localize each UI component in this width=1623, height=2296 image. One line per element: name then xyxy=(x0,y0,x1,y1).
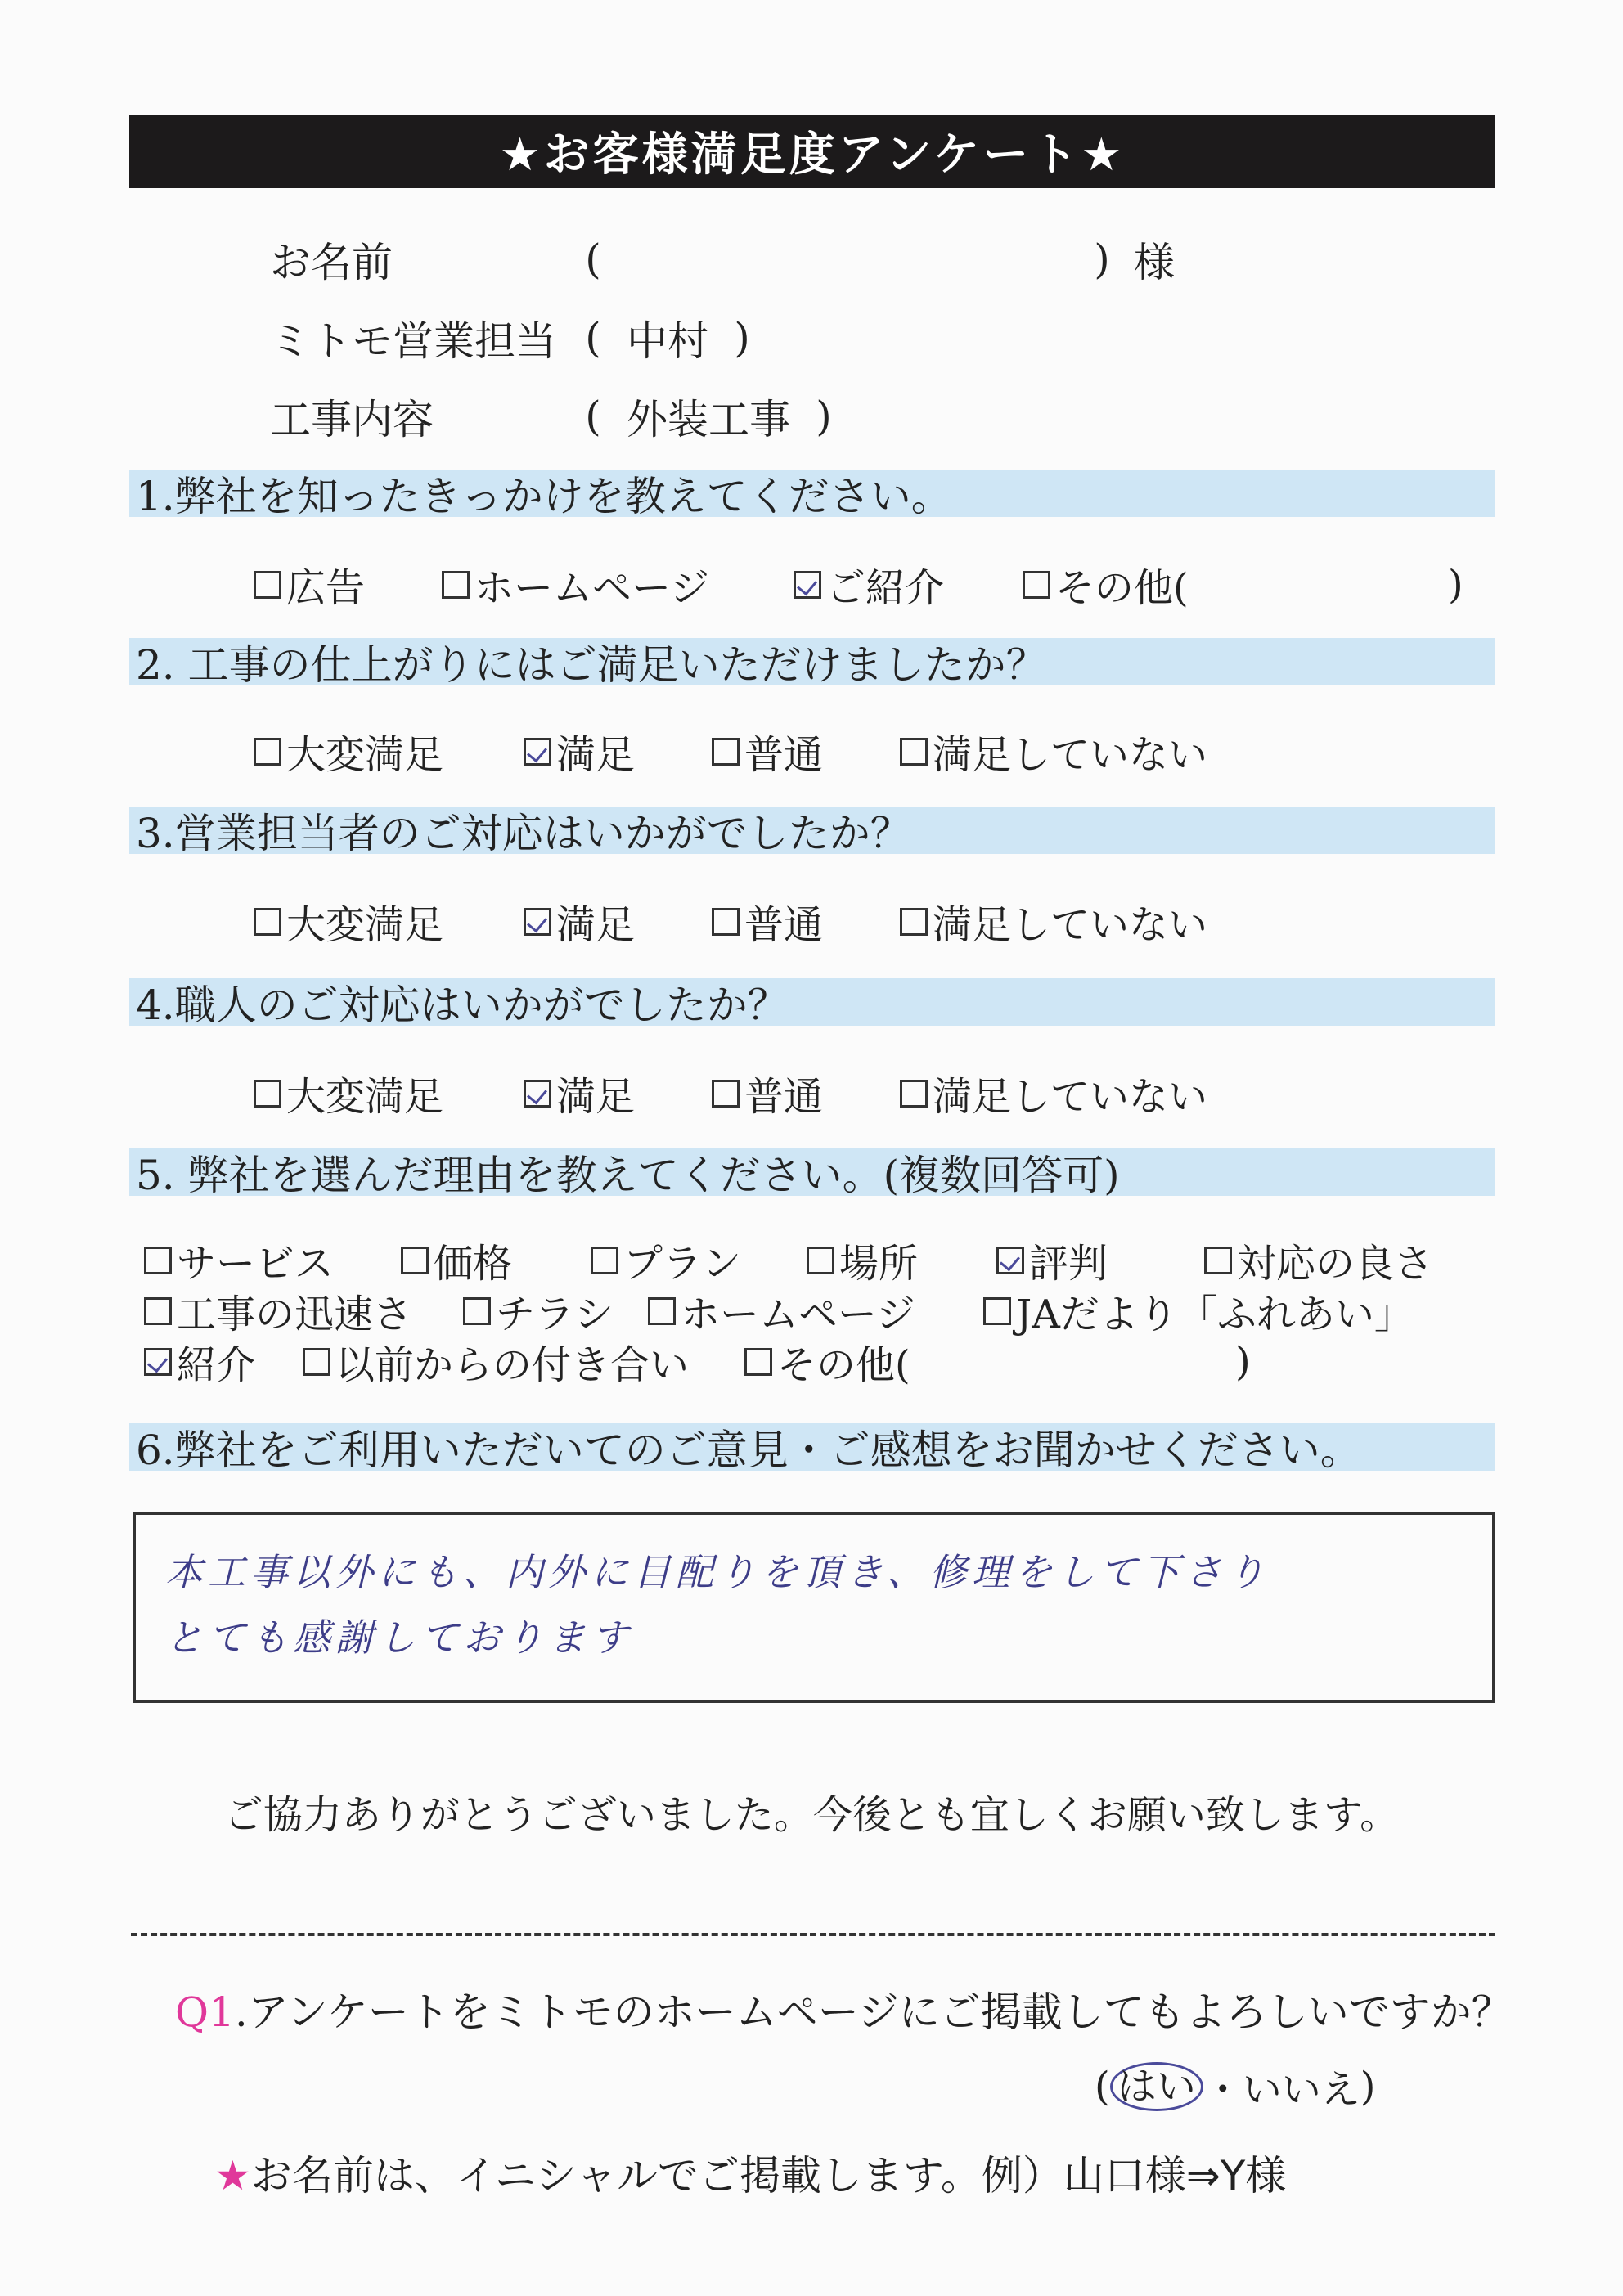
option-not-satisfied[interactable] xyxy=(900,893,1207,950)
customer-name-label: お名前 xyxy=(270,239,393,286)
option-label: 満足 xyxy=(556,1074,636,1120)
close-paren: ) xyxy=(1235,1338,1251,1385)
option-very-satisfied[interactable] xyxy=(254,723,524,780)
option-label: 紹介 xyxy=(177,1342,256,1388)
work-content-row xyxy=(270,388,844,445)
question-5-row-1 xyxy=(144,1232,1433,1288)
option-not-satisfied[interactable] xyxy=(900,723,1207,780)
question-3-options xyxy=(254,893,1207,950)
sales-rep-value[interactable]: 中村 xyxy=(627,317,708,365)
option-label: 大変満足 xyxy=(286,1074,444,1120)
question-1-heading: 1.弊社を知ったきっかけを教えてください。 xyxy=(129,470,1495,517)
work-content-value[interactable]: 外装工事 xyxy=(627,396,790,443)
question-3-heading: 3.営業担当者のご対応はいかがでしたか？ xyxy=(129,807,1495,854)
thanks-message: ご協力ありがとうございました。今後とも宜しくお願い致します。 xyxy=(223,1792,1400,1838)
option-satisfied[interactable] xyxy=(524,1065,712,1121)
option-label: 広告 xyxy=(286,565,366,611)
option-plan[interactable] xyxy=(591,1232,807,1288)
question-2-options xyxy=(254,723,1207,780)
option-flyer[interactable] xyxy=(463,1283,648,1339)
comment-line-1: 本工事以外にも、内外に目配りを頂き、修理をして下さり xyxy=(165,1550,1270,1594)
option-homepage[interactable] xyxy=(648,1283,983,1339)
close-paren: ) xyxy=(734,314,750,362)
option-label: 場所 xyxy=(839,1241,919,1287)
checkbox[interactable] xyxy=(144,1247,172,1274)
option-label: 対応の良さ xyxy=(1237,1241,1434,1287)
option-label: 普通 xyxy=(744,1074,824,1120)
open-paren: ( xyxy=(585,236,601,283)
question-5-row-2 xyxy=(144,1283,1414,1339)
option-label: 評判 xyxy=(1029,1241,1108,1287)
customer-name-row xyxy=(270,231,1175,288)
option-prior-relationship[interactable] xyxy=(303,1333,744,1390)
star-icon: ★ xyxy=(214,2152,251,2199)
checkbox[interactable] xyxy=(254,738,281,766)
option-service[interactable] xyxy=(144,1232,401,1288)
option-satisfied[interactable] xyxy=(524,893,712,950)
option-reputation[interactable] xyxy=(996,1232,1204,1288)
checkbox[interactable] xyxy=(303,1348,330,1376)
checkbox[interactable] xyxy=(983,1297,1011,1325)
option-very-satisfied[interactable] xyxy=(254,1065,524,1121)
checkbox[interactable] xyxy=(712,908,740,936)
comment-field[interactable] xyxy=(133,1512,1495,1703)
option-ad[interactable] xyxy=(254,556,442,613)
comment-line-2: とても感謝しております xyxy=(165,1615,633,1660)
option-label: ご紹介 xyxy=(826,565,945,611)
initials-note xyxy=(214,2143,1286,2202)
survey-title: ★お客様満足度アンケート★ xyxy=(129,115,1495,188)
checkbox[interactable] xyxy=(442,571,470,599)
checkbox-checked[interactable] xyxy=(996,1247,1024,1274)
option-label: 工事の迅速さ xyxy=(177,1292,413,1337)
work-content-label: 工事内容 xyxy=(270,396,434,443)
option-neutral[interactable] xyxy=(712,723,900,780)
option-label: ホームページ xyxy=(681,1292,916,1337)
checkbox[interactable] xyxy=(591,1247,618,1274)
option-satisfied[interactable] xyxy=(524,723,712,780)
question-2-heading: 2. 工事の仕上がりにはご満足いただけましたか？ xyxy=(129,638,1495,685)
checkbox[interactable] xyxy=(712,738,740,766)
option-price[interactable] xyxy=(401,1232,591,1288)
option-other[interactable] xyxy=(1023,556,1448,613)
checkbox[interactable] xyxy=(712,1080,740,1108)
option-label: 価格 xyxy=(434,1241,513,1287)
note-text: お名前は、イニシャルでご掲載します。例）山口様⇒Y様 xyxy=(250,2152,1287,2199)
option-label: 普通 xyxy=(744,902,824,948)
question-4-heading: 4.職人のご対応はいかがでしたか？ xyxy=(129,978,1495,1026)
option-referral[interactable] xyxy=(144,1333,303,1390)
checkbox[interactable] xyxy=(900,738,928,766)
sales-rep-row xyxy=(270,309,762,366)
question-6-heading: 6.弊社をご利用いただいてのご意見・ご感想をお聞かせください。 xyxy=(129,1423,1495,1471)
checkbox[interactable] xyxy=(900,908,928,936)
dashed-divider xyxy=(131,1933,1495,1936)
answer-yes-circled[interactable]: はい xyxy=(1110,2062,1203,2111)
option-label: 普通 xyxy=(744,732,824,778)
checkbox-checked[interactable] xyxy=(794,571,821,599)
publish-consent-question xyxy=(175,1979,1513,2038)
checkbox[interactable] xyxy=(648,1297,676,1325)
question-1-options xyxy=(254,556,1463,613)
checkbox-checked[interactable] xyxy=(524,908,551,936)
option-label: チラシ xyxy=(496,1292,614,1337)
question-4-options xyxy=(254,1065,1207,1121)
checkbox[interactable] xyxy=(144,1297,172,1325)
checkbox[interactable] xyxy=(807,1247,834,1274)
option-location[interactable] xyxy=(807,1232,996,1288)
checkbox[interactable] xyxy=(254,571,281,599)
option-label: 満足 xyxy=(556,732,636,778)
option-label: 満足 xyxy=(556,902,636,948)
option-homepage[interactable] xyxy=(442,556,794,613)
option-label: 満足していない xyxy=(933,902,1208,948)
option-label: 大変満足 xyxy=(286,902,444,948)
option-label: その他( xyxy=(777,1342,910,1388)
close-paren: ) xyxy=(1448,561,1463,608)
option-other[interactable] xyxy=(744,1333,1235,1390)
checkbox[interactable] xyxy=(254,908,281,936)
option-label: JAだより「ふれあい」 xyxy=(1016,1292,1414,1337)
option-very-satisfied[interactable] xyxy=(254,893,524,950)
publish-consent-answer xyxy=(1095,2058,1376,2114)
close-paren: ) xyxy=(1360,2063,1376,2110)
option-good-response[interactable] xyxy=(1204,1232,1433,1288)
checkbox[interactable] xyxy=(401,1247,429,1274)
q1-number: Q1 xyxy=(175,1988,235,2036)
option-label: 満足していない xyxy=(933,732,1208,778)
open-paren: ( xyxy=(585,393,601,440)
checkbox[interactable] xyxy=(744,1348,772,1376)
sales-rep-label: ミトモ営業担当 xyxy=(270,317,556,365)
open-paren: ( xyxy=(585,314,601,362)
open-paren: ( xyxy=(1095,2063,1110,2110)
option-referral[interactable] xyxy=(794,556,1023,613)
option-label: プラン xyxy=(623,1241,742,1287)
checkbox[interactable] xyxy=(1204,1247,1232,1274)
honorific-sama: 様 xyxy=(1134,239,1175,286)
option-label: 満足していない xyxy=(933,1074,1208,1120)
option-label: サービス xyxy=(177,1241,335,1287)
question-5-heading: 5. 弊社を選んだ理由を教えてください。(複数回答可) xyxy=(129,1148,1495,1196)
checkbox[interactable] xyxy=(463,1297,491,1325)
option-not-satisfied[interactable] xyxy=(900,1065,1207,1121)
option-label: ホームページ xyxy=(474,565,710,611)
checkbox[interactable] xyxy=(254,1080,281,1108)
checkbox-checked[interactable] xyxy=(524,1080,551,1108)
answer-no[interactable]: ・いいえ xyxy=(1203,2067,1360,2113)
checkbox-checked[interactable] xyxy=(144,1348,172,1376)
option-neutral[interactable] xyxy=(712,1065,900,1121)
q1-text: .アンケートをミトモのホームページにご掲載してもよろしいですか？ xyxy=(234,1988,1513,2036)
option-label: その他( xyxy=(1055,565,1189,611)
option-quick-work[interactable] xyxy=(144,1283,463,1339)
option-label: 大変満足 xyxy=(286,732,444,778)
close-paren: ) xyxy=(816,393,832,440)
checkbox-checked[interactable] xyxy=(524,738,551,766)
checkbox[interactable] xyxy=(900,1080,928,1108)
close-paren: ) xyxy=(1094,236,1110,283)
checkbox[interactable] xyxy=(1023,571,1050,599)
option-neutral[interactable] xyxy=(712,893,900,950)
option-ja-newsletter[interactable] xyxy=(983,1283,1414,1339)
option-label: 以前からの付き合い xyxy=(335,1342,690,1388)
question-5-row-3 xyxy=(144,1333,1251,1390)
